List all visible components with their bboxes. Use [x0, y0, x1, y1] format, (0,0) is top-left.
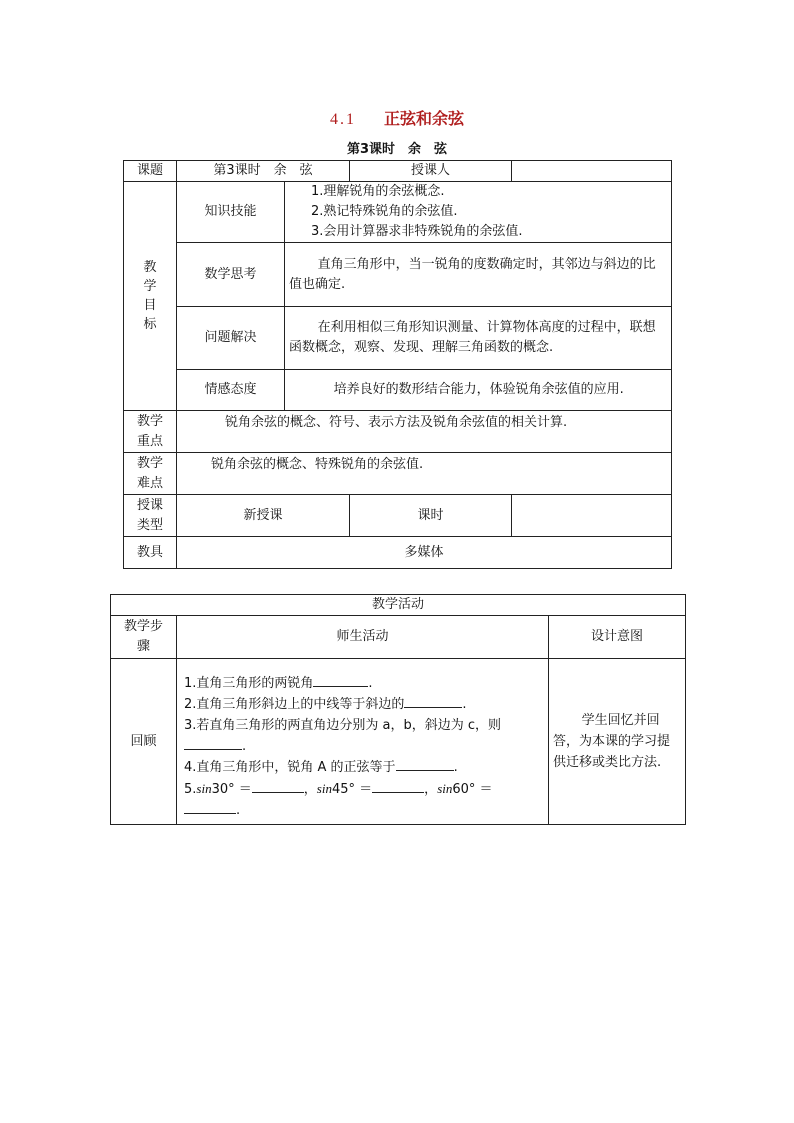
- tools-value: 多媒体: [177, 537, 672, 569]
- equals: ＝: [479, 782, 493, 797]
- difficult-points-label: [124, 453, 177, 495]
- punct: ，: [424, 782, 438, 797]
- label-line: 教学: [136, 455, 163, 471]
- hours-value: [512, 495, 672, 537]
- intent-text: 学生回忆并回答，为本课的学习提供迁移或类比方法.: [549, 659, 686, 825]
- angle: 60°: [452, 782, 476, 797]
- goals-label-char: 标: [143, 317, 157, 332]
- lesson-plan-table: [123, 160, 672, 569]
- topic-value: 第3课时 余 弦: [177, 161, 350, 182]
- answer-blank: [184, 736, 242, 750]
- label-line: 重点: [136, 433, 163, 449]
- question-text: 2.直角三角形斜边上的中线等于斜边的: [184, 697, 405, 712]
- goals-label-char: 学: [143, 279, 157, 294]
- answer-blank: [396, 757, 454, 771]
- activity-header: 教学活动: [111, 595, 686, 616]
- step-recall: 回顾: [111, 659, 177, 825]
- goal-thinking-label: 数学思考: [177, 243, 285, 307]
- answer-blank: [313, 673, 368, 687]
- goals-label-char: 目: [143, 298, 157, 313]
- col-activity-header: 师生活动: [177, 616, 549, 659]
- recall-questions: [177, 659, 549, 825]
- question-text: 1.直角三角形的两锐角: [184, 676, 314, 691]
- col-step-header: [111, 616, 177, 659]
- tools-label: 教具: [124, 537, 177, 569]
- goal-line: 2.熟记特殊锐角的余弦值.: [311, 204, 458, 219]
- label-line: 教学: [136, 413, 163, 429]
- goal-line: 3.会用计算器求非特殊锐角的余弦值.: [311, 224, 523, 239]
- label-line: 难点: [136, 475, 163, 491]
- topic-label: 课题: [124, 161, 177, 182]
- sin-symbol: sin: [316, 781, 332, 796]
- difficult-points-text: 锐角余弦的概念、特殊锐角的余弦值.: [177, 453, 672, 495]
- punct: .: [368, 676, 373, 691]
- question-text: 3.若直角三角形的两直角边分别为 a，b，斜边为 c，则: [184, 718, 502, 733]
- hours-label: 课时: [350, 495, 512, 537]
- lesson-type-label: [124, 495, 177, 537]
- label-line: 类型: [136, 517, 163, 533]
- punct: .: [453, 760, 458, 775]
- answer-blank: [404, 694, 462, 708]
- goals-label: [124, 182, 177, 411]
- teacher-value: [512, 161, 672, 182]
- answer-blank: [252, 779, 304, 793]
- label-line: 教学步: [123, 619, 163, 634]
- answer-blank: [184, 800, 236, 814]
- goal-problem-text: 在利用相似三角形知识测量、计算物体高度的过程中，联想函数概念，观察、发现、理解三角函数的概念.: [285, 307, 672, 370]
- activity-table: [110, 594, 686, 825]
- sin-symbol: sin: [437, 781, 453, 796]
- goal-emotion-text: 培养良好的数形结合能力，体验锐角余弦值的应用.: [285, 370, 672, 411]
- question-2: [184, 694, 544, 715]
- punct: .: [462, 697, 467, 712]
- section-title: 正弦和余弦: [383, 109, 464, 128]
- page-title: [0, 106, 794, 129]
- question-text: 5.: [184, 782, 197, 797]
- lesson-type-value: 新授课: [177, 495, 350, 537]
- angle: 30°: [211, 782, 235, 797]
- label-line: 骤: [136, 639, 150, 654]
- col-intent-header: 设计意图: [549, 616, 686, 659]
- section-number: 4.1: [329, 111, 356, 128]
- lesson-subtitle: 第3课时 余 弦: [346, 142, 448, 157]
- equals: ＝: [238, 782, 252, 797]
- goal-knowledge-label: 知识技能: [177, 182, 285, 243]
- teacher-label: 授课人: [350, 161, 512, 182]
- goal-line: 1.理解锐角的余弦概念.: [311, 184, 445, 199]
- goals-label-char: 教: [143, 260, 157, 275]
- punct: ，: [303, 782, 317, 797]
- punct: .: [236, 803, 241, 818]
- label-line: 授课: [136, 497, 163, 513]
- answer-blank: [372, 779, 424, 793]
- goal-thinking-text: 直角三角形中，当一锐角的度数确定时，其邻边与斜边的比值也确定.: [285, 243, 672, 307]
- equals: ＝: [359, 782, 373, 797]
- goal-problem-label: 问题解决: [177, 307, 285, 370]
- question-5: [184, 778, 544, 821]
- goal-emotion-label: 情感态度: [177, 370, 285, 411]
- question-3: [184, 715, 544, 757]
- key-points-text: 锐角余弦的概念、符号、表示方法及锐角余弦值的相关计算.: [177, 411, 672, 453]
- question-text: 4.直角三角形中，锐角 A 的正弦等于: [184, 760, 396, 775]
- goal-knowledge-text: [285, 182, 672, 243]
- sin-symbol: sin: [196, 781, 212, 796]
- angle: 45°: [331, 782, 356, 797]
- question-1: [184, 673, 544, 694]
- key-points-label: [124, 411, 177, 453]
- punct: .: [242, 739, 247, 754]
- question-4: [184, 757, 544, 778]
